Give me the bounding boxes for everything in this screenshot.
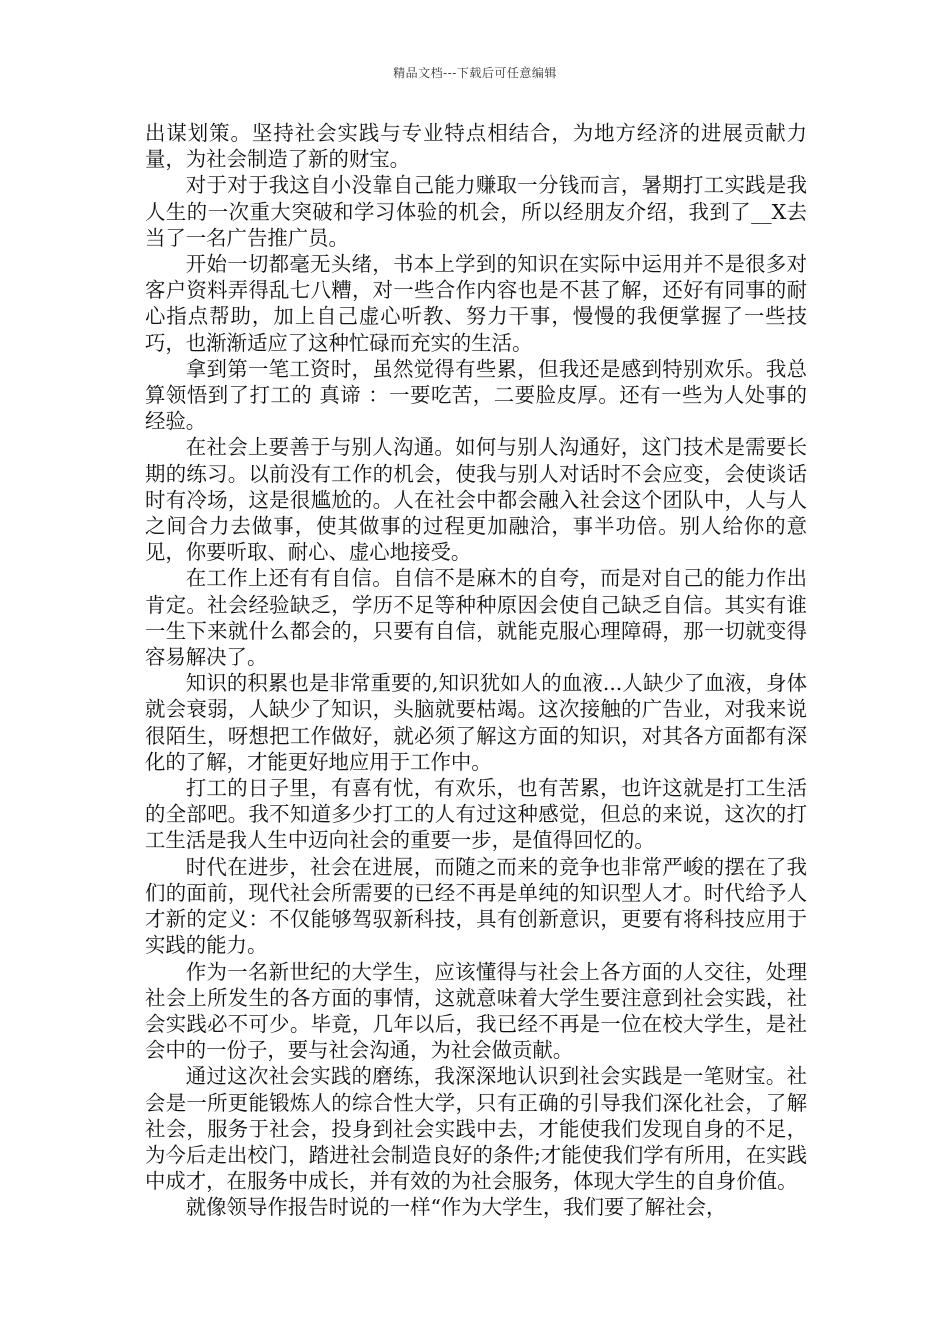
page-header: 精品文档---下载后可任意编辑 — [393, 66, 557, 80]
paragraph: 在工作上还有有自信。自信不是麻木的自夸，而是对自己的能力作出肯定。社会经验缺乏，学历不足等种种原因会使自己缺乏自信。其实有谁一生下来就什么都会的，只要有自信，就能克服心理障碍，那一切就变得容易解决了。 — [145, 566, 807, 670]
paragraph: 在社会上要善于与别人沟通。如何与别人沟通好，这门技术是需要长期的练习。以前没有工作的机会，使我与别人对话时不会应变，会使谈话时有冷场，这是很尴尬的。人在社会中都会融入社会这个团队中，人与人之间合力去做事，使其做事的过程更加融洽，事半功倍。别人给你的意见，你要听取、耐心、虚心地接受。 — [145, 435, 807, 565]
paragraph: 拿到第一笔工资时，虽然觉得有些累，但我还是感到特别欢乐。我总算领悟到了打工的 真谛 ：一要吃苦，二要脸皮厚。还有一些为人处事的经验。 — [145, 356, 807, 434]
document-body — [145, 120, 807, 1221]
paragraph: 通过这次社会实践的磨练，我深深地认识到社会实践是一笔财宝。社会是一所更能锻炼人的综合性大学，只有正确的引导我们深化社会，了解社会，服务于社会，投身到社会实践中去，才能使我们发现自身的不足，为今后走出校门，踏进社会制造良好的条件;才能使我们学有所用，在实践中成才，在服务中成长，并有效的为社会服务，体现大学生的自身价值。 — [145, 1064, 807, 1194]
paragraph: 知识的积累也是非常重要的,知识犹如人的血液...人缺少了血液，身体就会衰弱，人缺少了知识，头脑就要枯竭。这次接触的广告业，对我来说很陌生，呀想把工作做好，就必须了解这方面的知识，对其各方面都有深化的了解，才能更好地应用于工作中。 — [145, 671, 807, 774]
paragraph: 开始一切都毫无头绪，书本上学到的知识在实际中运用并不是很多对客户资料弄得乱七八糟，对一些合作内容也是不甚了解，还好有同事的耐心指点帮助，加上自己虚心听教、努力干事，慢慢的我便掌握了一些技巧，也渐渐适应了这种忙碌而充实的生活。 — [145, 252, 807, 355]
paragraph: 对于对于我这自小没靠自己能力赚取一分钱而言，暑期打工实践是我人生的一次重大突破和学习体验的机会，所以经朋友介绍，我到了__X去当了一名广告推广员。 — [145, 173, 807, 250]
paragraph: 作为一名新世纪的大学生，应该懂得与社会上各方面的人交往，处理社会上所发生的各方面的事情，这就意味着大学生要注意到社会实践，社会实践必不可少。毕竟，几年以后，我已经不再是一位在校大学生，是社会中的一份子，要与社会沟通，为社会做贡献。 — [145, 959, 807, 1063]
paragraph: 打工的日子里，有喜有忧，有欢乐，也有苦累，也许这就是打工生活的全部吧。我不知道多少打工的人有过这种感觉，但总的来说，这次的打工生活是我人生中迈向社会的重要一步，是值得回忆的。 — [145, 776, 807, 853]
paragraph: 时代在进步，社会在进展，而随之而来的竞争也非常严峻的摆在了我们的面前，现代社会所需要的已经不再是单纯的知识型人才。时代给予人才新的定义：不仅能够驾驭新科技，具有创新意识，更要有将科技应用于实践的能力。 — [145, 854, 807, 958]
paragraph: 就像领导作报告时说的一样“作为大学生，我们要了解社会， — [185, 1195, 727, 1220]
paragraph: 出谋划策。坚持社会实践与专业特点相结合，为地方经济的进展贡献力量，为社会制造了新的财宝。 — [145, 121, 807, 172]
